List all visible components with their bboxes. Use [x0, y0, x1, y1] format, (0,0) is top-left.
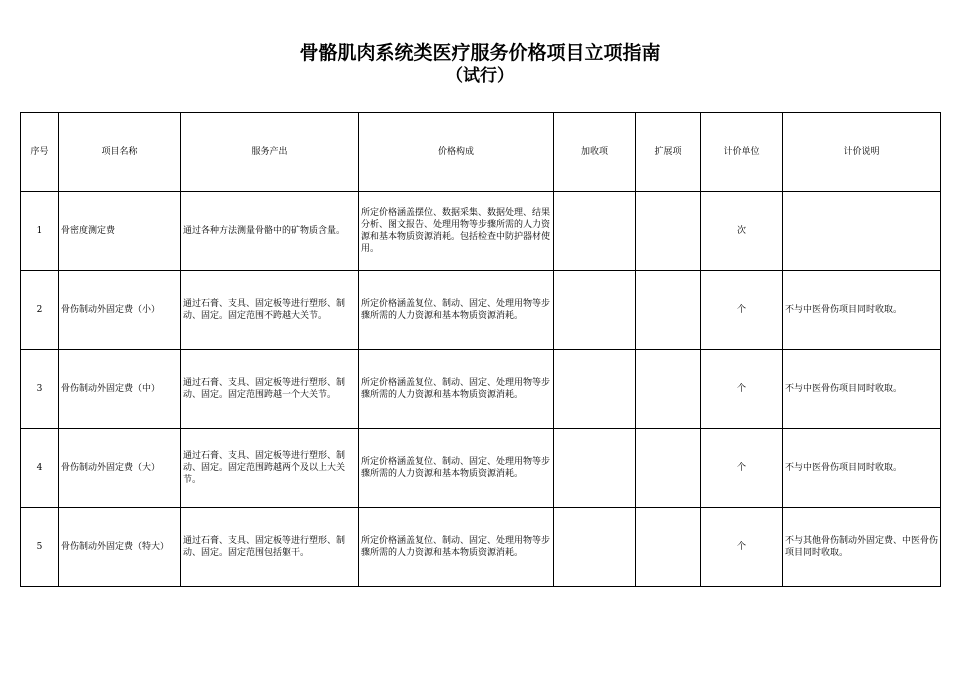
page-subtitle: （试行） [446, 66, 514, 86]
cell-note [783, 192, 941, 271]
cell-extra [554, 192, 636, 271]
cell-output: 通过石膏、支具、固定板等进行塑形、制动、固定。固定范围包括躯干。 [181, 508, 359, 587]
cell-expand [636, 192, 701, 271]
cell-note: 不与中医骨伤项目同时收取。 [783, 429, 941, 508]
cell-price: 所定价格涵盖摆位、数据采集、数据处理、结果分析、图文报告、处理用物等步骤所需的人力资源和基本物质资源消耗。包括检查中防护器材使用。 [359, 192, 554, 271]
table-row [21, 271, 941, 350]
cell-name: 骨伤制动外固定费（大） [59, 429, 181, 508]
cell-unit: 次 [701, 192, 783, 271]
cell-price: 所定价格涵盖复位、制动、固定、处理用物等步骤所需的人力资源和基本物质资源消耗。 [359, 350, 554, 429]
table-header-row [21, 113, 941, 192]
cell-unit: 个 [701, 508, 783, 587]
table-row [21, 350, 941, 429]
cell-name: 骨伤制动外固定费（中） [59, 350, 181, 429]
cell-expand [636, 429, 701, 508]
cell-name: 骨密度测定费 [59, 192, 181, 271]
cell-price: 所定价格涵盖复位、制动、固定、处理用物等步骤所需的人力资源和基本物质资源消耗。 [359, 271, 554, 350]
cell-seq: 1 [21, 192, 59, 271]
cell-seq: 2 [21, 271, 59, 350]
header-expand: 扩展项 [636, 113, 701, 192]
cell-extra [554, 350, 636, 429]
cell-output: 通过各种方法测量骨骼中的矿物质含量。 [181, 192, 359, 271]
table-row [21, 508, 941, 587]
cell-seq: 5 [21, 508, 59, 587]
cell-extra [554, 429, 636, 508]
cell-extra [554, 271, 636, 350]
pricing-table [20, 112, 941, 587]
cell-expand [636, 508, 701, 587]
table-row [21, 192, 941, 271]
cell-price: 所定价格涵盖复位、制动、固定、处理用物等步骤所需的人力资源和基本物质资源消耗。 [359, 429, 554, 508]
table-row [21, 429, 941, 508]
header-price: 价格构成 [359, 113, 554, 192]
cell-note: 不与中医骨伤项目同时收取。 [783, 271, 941, 350]
cell-output: 通过石膏、支具、固定板等进行塑形、制动、固定。固定范围跨越一个大关节。 [181, 350, 359, 429]
header-note: 计价说明 [783, 113, 941, 192]
cell-price: 所定价格涵盖复位、制动、固定、处理用物等步骤所需的人力资源和基本物质资源消耗。 [359, 508, 554, 587]
header-seq: 序号 [21, 113, 59, 192]
cell-unit: 个 [701, 350, 783, 429]
header-output: 服务产出 [181, 113, 359, 192]
cell-unit: 个 [701, 271, 783, 350]
header-name: 项目名称 [59, 113, 181, 192]
cell-seq: 4 [21, 429, 59, 508]
header-extra: 加收项 [554, 113, 636, 192]
cell-unit: 个 [701, 429, 783, 508]
cell-seq: 3 [21, 350, 59, 429]
cell-extra [554, 508, 636, 587]
cell-note: 不与中医骨伤项目同时收取。 [783, 350, 941, 429]
page-title: 骨骼肌肉系统类医疗服务价格项目立项指南 [299, 42, 661, 64]
header-unit: 计价单位 [701, 113, 783, 192]
cell-expand [636, 271, 701, 350]
cell-output: 通过石膏、支具、固定板等进行塑形、制动、固定。固定范围不跨越大关节。 [181, 271, 359, 350]
cell-expand [636, 350, 701, 429]
cell-note: 不与其他骨伤制动外固定费、中医骨伤项目同时收取。 [783, 508, 941, 587]
cell-name: 骨伤制动外固定费（小） [59, 271, 181, 350]
cell-output: 通过石膏、支具、固定板等进行塑形、制动、固定。固定范围跨越两个及以上大关节。 [181, 429, 359, 508]
cell-name: 骨伤制动外固定费（特大） [59, 508, 181, 587]
